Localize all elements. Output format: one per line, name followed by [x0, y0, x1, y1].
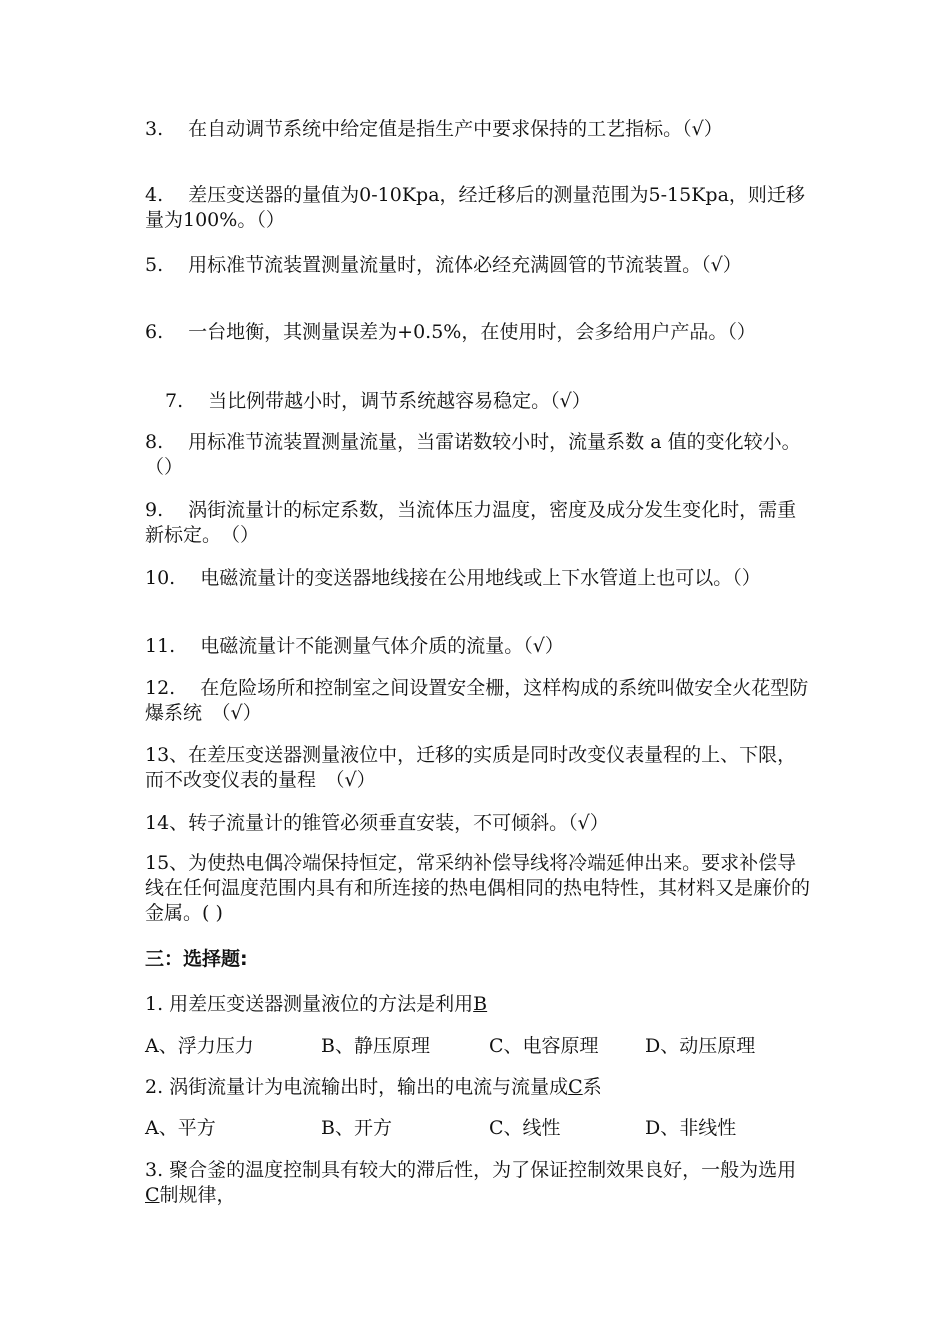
answer-blank: B: [473, 993, 488, 1015]
judgment-item-14: 14、转子流量计的锥管必须垂直安装，不可倾斜。（√）: [145, 812, 609, 834]
choice-options-2: [145, 1116, 810, 1141]
question-stem: 1. 用差压变送器测量液位的方法是利用: [145, 993, 474, 1015]
judgment-item-6: 6. 一台地衡，其测量误差为+0.5%，在使用时，会多给用户产品。（）: [145, 321, 756, 343]
answer-blank: C: [568, 1076, 583, 1098]
question-stem-end: 制规律，: [159, 1184, 236, 1206]
option-d: D、动压原理: [645, 1035, 756, 1057]
judgment-item-8: 8. 用标准节流装置测量流量，当雷诺数较小时，流量系数 a 值的变化较小。（）: [145, 431, 801, 478]
judgment-item-9: 9. 涡街流量计的标定系数，当流体压力温度，密度及成分发生变化时，需重新标定。 （）: [145, 499, 797, 546]
judgment-item-12: 12. 在危险场所和控制室之间设置安全栅，这样构成的系统叫做安全火花型防爆系统 （√）: [145, 677, 809, 724]
judgment-item-13: 13、在差压变送器测量液位中，迁移的实质是同时改变仪表量程的上、下限，而不改变仪表的量程 （√）: [145, 744, 797, 791]
choice-question-1: [145, 992, 810, 1017]
judgment-item-7: 7. 当比例带越小时，调节系统越容易稳定。（√）: [165, 390, 591, 412]
judgment-item-10: 10. 电磁流量计的变送器地线接在公用地线或上下水管道上也可以。（）: [145, 567, 761, 589]
option-c: C、线性: [489, 1117, 561, 1139]
judgment-item-4: 4. 差压变送器的量值为0-10Kpa，经迁移后的测量范围为5-15Kpa，则迁移量为100%。（）: [145, 184, 805, 231]
judgment-item-15: 15、为使热电偶冷端保持恒定，常采纳补偿导线将冷端延伸出来。要求补偿导线在任何温度范围内具有和所连接的热电偶相同的热电特性，其材料又是廉价的金属。( ): [145, 852, 811, 924]
judgment-item-5: 5. 用标准节流装置测量流量时，流体必经充满圆管的节流装置。（√）: [145, 254, 742, 276]
choice-options-1: [145, 1034, 810, 1059]
option-d: D、非线性: [645, 1117, 737, 1139]
choice-question-2: [145, 1075, 810, 1100]
choice-question-3: [145, 1158, 810, 1208]
answer-blank: C: [145, 1184, 160, 1206]
judgment-item-3: 3. 在自动调节系统中给定值是指生产中要求保持的工艺指标。（√）: [145, 118, 723, 140]
section-heading: 三：选择题:: [145, 948, 248, 970]
option-a: A、浮力压力: [145, 1035, 254, 1057]
question-stem: 3. 聚合釜的温度控制具有较大的滞后性，为了保证控制效果良好，一般为选用: [145, 1159, 797, 1181]
judgment-item-11: 11. 电磁流量计不能测量气体介质的流量。（√）: [145, 635, 564, 657]
option-c: C、电容原理: [489, 1035, 599, 1057]
option-b: B、开方: [321, 1117, 392, 1139]
option-a: A、平方: [145, 1117, 216, 1139]
question-stem-end: 系: [582, 1076, 602, 1098]
question-stem: 2. 涡街流量计为电流输出时，输出的电流与流量成: [145, 1076, 569, 1098]
option-b: B、静压原理: [321, 1035, 430, 1057]
